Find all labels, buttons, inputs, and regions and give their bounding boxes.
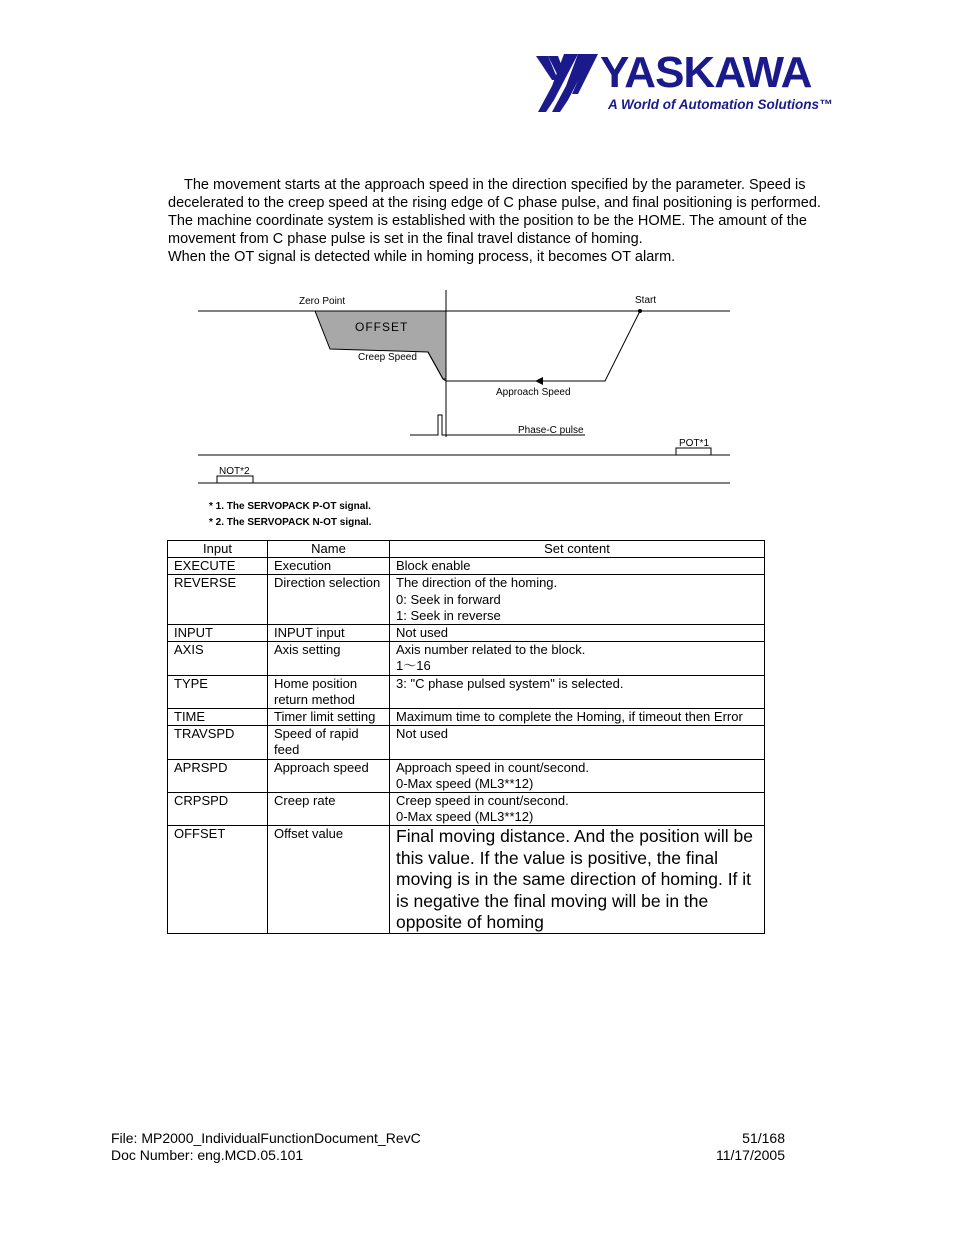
cell-name: Direction selection — [268, 575, 390, 625]
table-header-row — [168, 541, 765, 558]
cell-input: CRPSPD — [168, 793, 268, 826]
col-name-header: Name — [268, 541, 390, 558]
label-offset: OFFSET — [355, 320, 409, 334]
description-paragraph-2: When the OT signal is detected while in homing process, it becomes OT alarm. — [168, 249, 676, 265]
table-row — [168, 826, 765, 934]
label-phase-c: Phase-C pulse — [518, 425, 584, 436]
label-creep-speed: Creep Speed — [358, 352, 417, 363]
cell-content: Block enable — [390, 558, 765, 575]
label-start: Start — [635, 295, 657, 306]
table-row — [168, 759, 765, 792]
footer-left — [111, 1130, 421, 1164]
cell-content: The direction of the homing. 0: Seek in forward 1: Seek in reverse — [390, 575, 765, 625]
cell-content: Approach speed in count/second. 0-Max speed (ML3**12) — [390, 759, 765, 792]
note-1: * 1. The SERVOPACK P-OT signal. — [209, 501, 371, 512]
brand-name: YASKAWA — [600, 48, 812, 97]
table-body — [168, 558, 765, 934]
cell-name: Timer limit setting — [268, 709, 390, 726]
label-pot: POT*1 — [679, 438, 710, 449]
parameter-table — [167, 540, 765, 934]
cell-name: Offset value — [268, 826, 390, 934]
cell-content: Maximum time to complete the Homing, if timeout then Error — [390, 709, 765, 726]
pot-signal — [665, 448, 711, 455]
homing-diagram — [195, 287, 740, 532]
cell-name: Approach speed — [268, 759, 390, 792]
table-row — [168, 558, 765, 575]
cell-input: INPUT — [168, 625, 268, 642]
cell-content: Creep speed in count/second. 0-Max speed (ML3**12) — [390, 793, 765, 826]
table-row — [168, 793, 765, 826]
description — [168, 176, 848, 266]
cell-name: Home position return method — [268, 675, 390, 708]
table-row — [168, 642, 765, 675]
yaskawa-logo-mark-icon — [534, 50, 600, 116]
cell-content: Not used — [390, 625, 765, 642]
label-not: NOT*2 — [219, 466, 250, 477]
cell-name: Axis setting — [268, 642, 390, 675]
label-approach-speed: Approach Speed — [496, 387, 571, 398]
not-signal — [207, 476, 253, 483]
footer-file: File: MP2000_IndividualFunctionDocument_RevC — [111, 1130, 421, 1146]
col-input-header: Input — [168, 541, 268, 558]
cell-content: Final moving distance. And the position will be this value. If the value is positive, the final moving is in the same direction of homing. If it is negative the final moving will be in the opposite of homing — [390, 826, 765, 934]
footer-date: 11/17/2005 — [715, 1147, 785, 1163]
cell-content: 3: "C phase pulsed system" is selected. — [390, 675, 765, 708]
table-row — [168, 709, 765, 726]
cell-input: TRAVSPD — [168, 726, 268, 759]
col-content-header: Set content — [390, 541, 765, 558]
cell-content: Not used — [390, 726, 765, 759]
cell-name: Speed of rapid feed — [268, 726, 390, 759]
yaskawa-logo — [534, 48, 833, 122]
footer-right — [716, 1130, 785, 1164]
brand-tagline: A World of Automation Solutions™ — [608, 97, 833, 112]
description-paragraph-1: The movement starts at the approach speed in the direction specified by the parameter. Speed is decelerated to the creep speed at the rising edge of C phase pulse, and final positioning is performed. The machine coordinate system is established with the position to be the HOME. The amount of the movement from C phase pulse is set in the final travel distance of homing. — [168, 177, 821, 247]
table-row — [168, 675, 765, 708]
footer-doc-number: Doc Number: eng.MCD.05.101 — [111, 1147, 304, 1163]
speed-profile — [446, 311, 640, 381]
cell-input: OFFSET — [168, 826, 268, 934]
cell-input: TIME — [168, 709, 268, 726]
cell-name: Creep rate — [268, 793, 390, 826]
cell-input: TYPE — [168, 675, 268, 708]
cell-input: AXIS — [168, 642, 268, 675]
approach-arrow-icon — [535, 377, 543, 385]
table-row — [168, 625, 765, 642]
cell-input: REVERSE — [168, 575, 268, 625]
table-row — [168, 726, 765, 759]
cell-input: EXECUTE — [168, 558, 268, 575]
cell-content: Axis number related to the block. 1～16 — [390, 642, 765, 675]
cell-name: Execution — [268, 558, 390, 575]
cell-input: APRSPD — [168, 759, 268, 792]
note-2: * 2. The SERVOPACK N-OT signal. — [209, 517, 372, 528]
label-zero-point: Zero Point — [299, 296, 346, 307]
footer-page: 51/168 — [742, 1130, 785, 1146]
cell-name: INPUT input — [268, 625, 390, 642]
table-row — [168, 575, 765, 625]
start-marker — [638, 309, 642, 313]
